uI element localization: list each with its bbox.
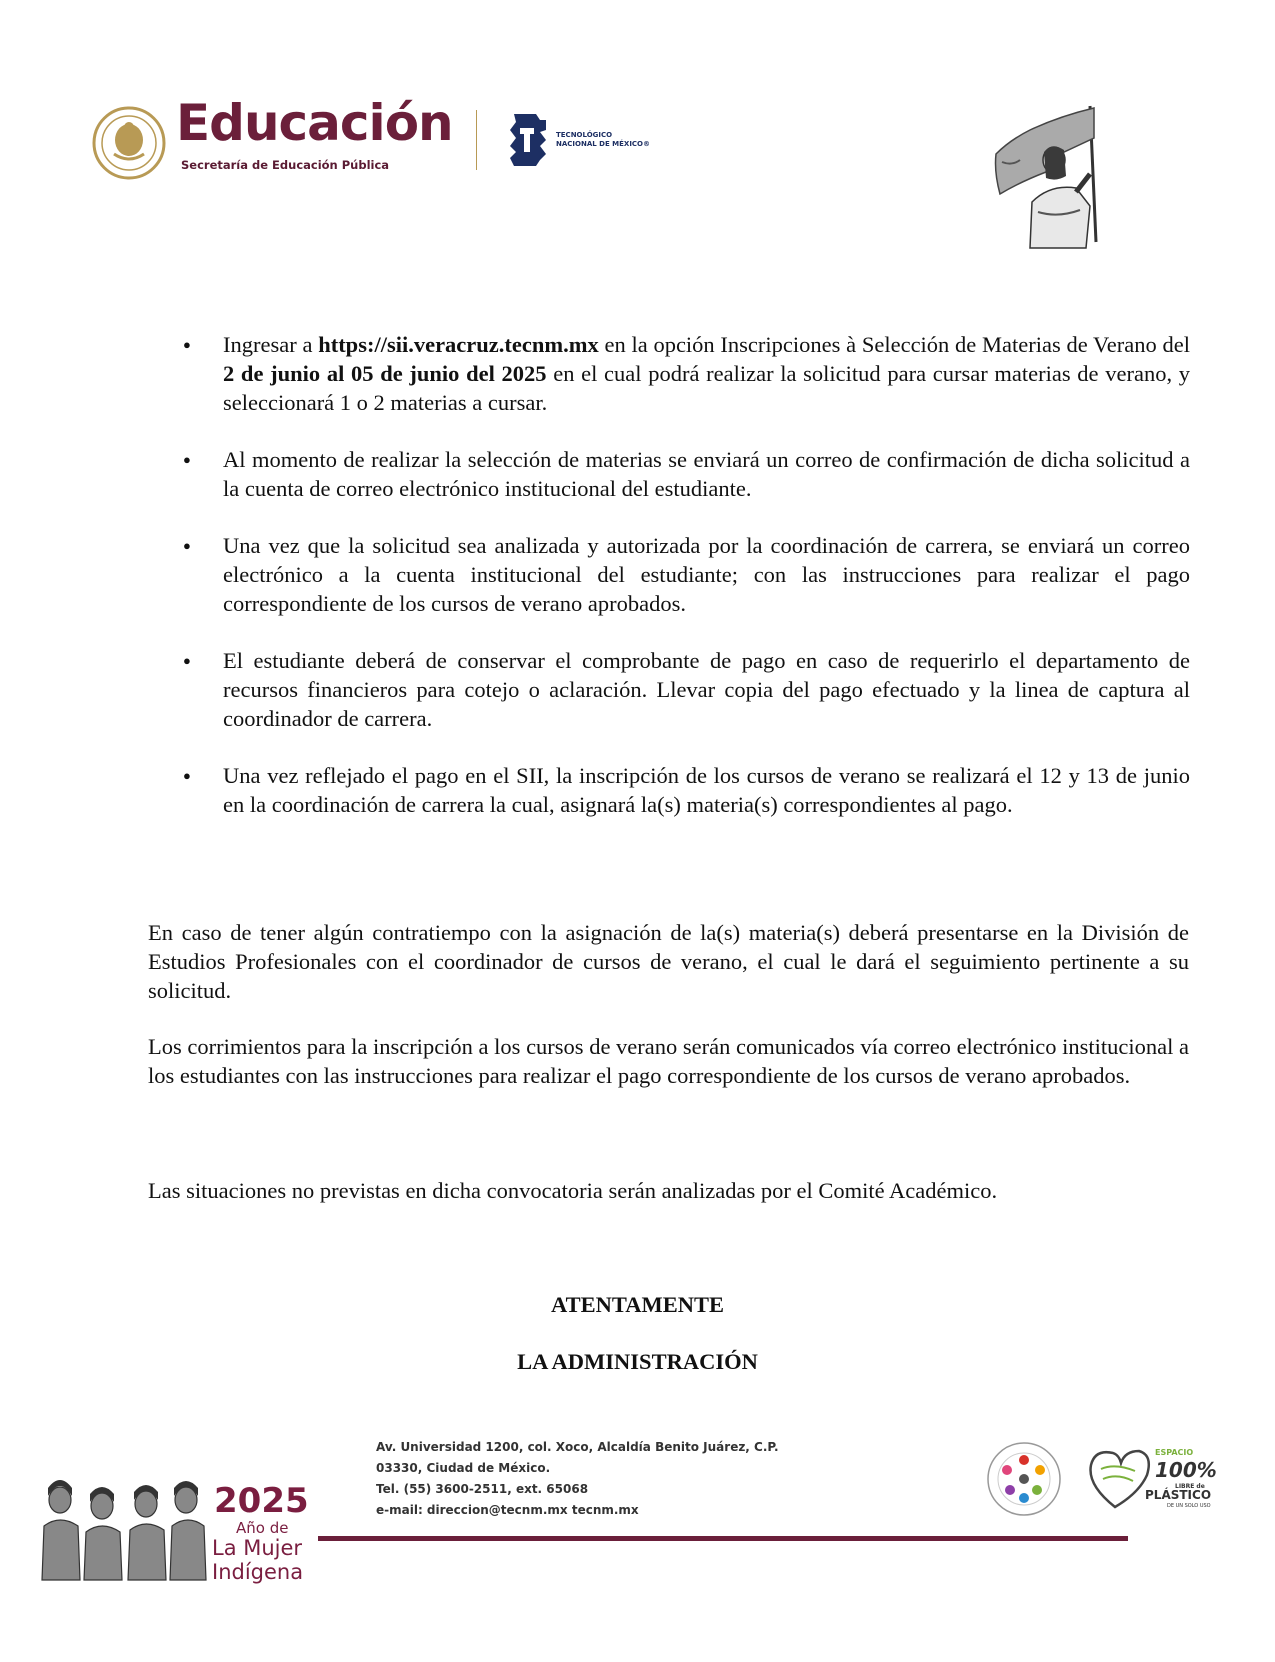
- footer-phone: Tel. (55) 3600-2511, ext. 65068: [376, 1482, 589, 1496]
- tecnm-logo-line1: TECNOLÓGICO: [556, 131, 613, 139]
- espacio-libre: LIBRE de: [1175, 1483, 1205, 1490]
- plastic-free-space-logo: [1085, 1443, 1217, 1513]
- year-logo-line1: Año de: [236, 1519, 289, 1537]
- closing-text: ATENTAMENTE: [551, 1292, 724, 1317]
- list-item: ● Al momento de realizar la selección de materias se enviará un correo de confirmación de dicha solicitud a la cuenta de correo electrónico institucional del estudiante.: [170, 445, 1190, 503]
- paragraph-corrimientos: Los corrimientos para la inscripción a los cursos de verano serán comunicados vía correo electrónico institucional a los estudiantes con las instrucciones para realizar el pago correspondiente de los cursos de verano aprobados.: [148, 1034, 1189, 1088]
- paragraph-situaciones: Las situaciones no previstas en dicha convocatoria serán analizadas por el Comité Académico.: [148, 1178, 998, 1203]
- mexico-coat-of-arms-seal: [92, 106, 166, 180]
- year-logo-line2: La Mujer: [212, 1536, 303, 1560]
- espacio-percent: 100%: [1155, 1458, 1217, 1482]
- espacio-label: ESPACIO: [1155, 1448, 1194, 1457]
- paragraph-contratiempo: En caso de tener algún contratiempo con la asignación de la(s) materia(s) deberá presentarse en la División de Estudios Profesionales con el coordinador de cursos de verano, el cual le dará el seguimiento pertinente a su solicitud.: [148, 920, 1189, 1003]
- year-2025-logo: 2025: [214, 1481, 309, 1521]
- espacio-small: DE UN SOLO USO: [1167, 1503, 1211, 1509]
- instructions-list: [170, 330, 1190, 847]
- indigenous-women-illustration: [38, 1470, 208, 1580]
- list-item: ● Ingresar a https://sii.veracruz.tecnm.mx en la opción Inscripciones à Selección de Materias de Verano del 2 de junio al 05 de junio del 2025 en el cual podrá realizar la solicitud para cursar materias de verano, y seleccionará 1 o 2 materias a cursar.: [170, 330, 1190, 417]
- list-item: ● El estudiante deberá de conservar el comprobante de pago en caso de requerirlo el departamento de recursos financieros para cotejo o aclaración. Llevar copia del pago efectuado y la linea de captura al coordinador de carrera.: [170, 646, 1190, 733]
- education-logo-subtitle: Secretaría de Educación Pública: [181, 158, 390, 172]
- header-divider: [476, 110, 477, 170]
- portal-url: https://sii.veracruz.tecnm.mx: [318, 332, 599, 357]
- list-item: ● Una vez que la solicitud sea analizada y autorizada por la coordinación de carrera, se enviará un correo electrónico a la cuenta institucional del estudiante; con las instrucciones para realizar el pago correspondiente de los cursos de verano aprobados.: [170, 531, 1190, 618]
- footer-divider: [318, 1536, 1128, 1541]
- tecnm-logo-text: [556, 131, 650, 149]
- enrollment-dates: 2 de junio al 05 de junio del 2025: [223, 361, 547, 386]
- year-logo-line3: Indígena: [212, 1560, 304, 1584]
- espacio-plastico: PLÁSTICO: [1145, 1488, 1212, 1502]
- list-item: ● Una vez reflejado el pago en el SII, la inscripción de los cursos de verano se realizará el 12 y 13 de junio en la coordinación de carrera la cual, asignará la(s) materia(s) correspondientes al pago.: [170, 761, 1190, 819]
- footer-email: e-mail: direccion@tecnm.mx tecnm.mx: [376, 1503, 639, 1517]
- footer-address-line2: 03330, Ciudad de México.: [376, 1461, 551, 1475]
- woman-with-flag-illustration: [990, 102, 1120, 248]
- equality-norm-logo-icon: [985, 1440, 1063, 1518]
- tecnm-logo-line2: NACIONAL DE MÉXICO®: [556, 140, 651, 148]
- education-logo-title: Educación: [176, 94, 453, 152]
- signer-text: LA ADMINISTRACIÓN: [517, 1349, 758, 1374]
- footer-address-line1: Av. Universidad 1200, col. Xoco, Alcaldía Benito Juárez, C.P.: [376, 1440, 779, 1454]
- tecnm-gear-logo-icon: [506, 110, 552, 170]
